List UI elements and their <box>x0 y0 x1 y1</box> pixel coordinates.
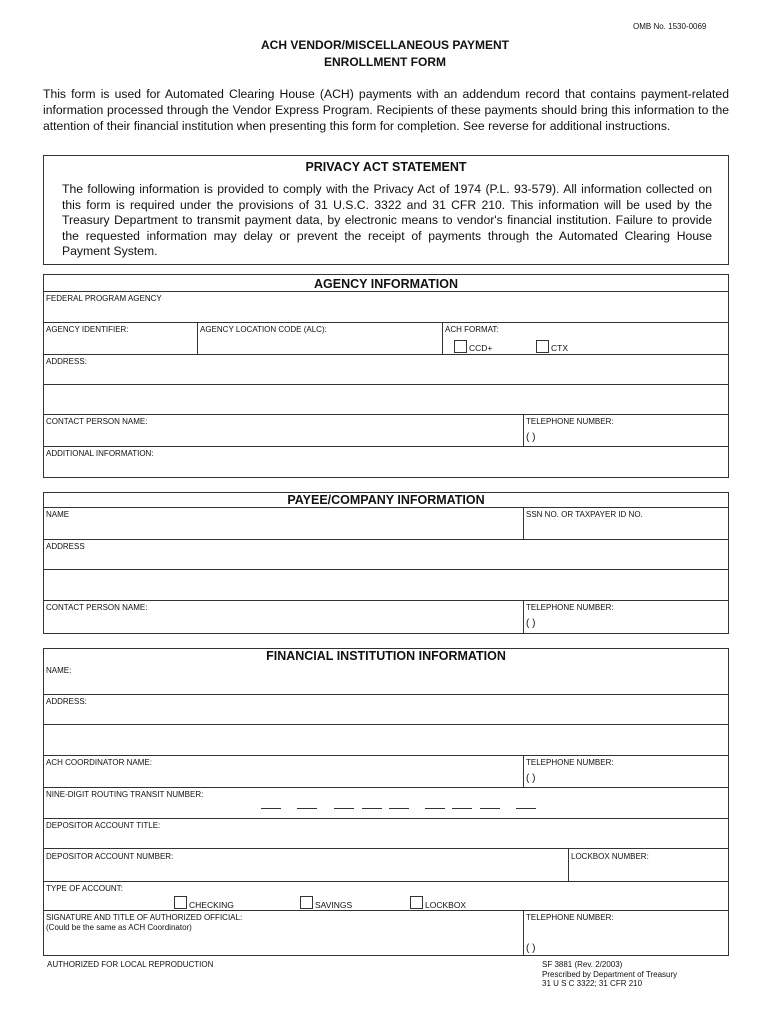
ccd-plus-label: CCD+ <box>469 343 493 353</box>
form-number: SF 3881 (Rev. 2/2003) <box>542 960 623 969</box>
savings-checkbox[interactable] <box>300 896 313 909</box>
intro-paragraph: This form is used for Automated Clearing House (ACH) payments with an addendum record that contains payment-related information processed through the Vendor Express Program. Recipients of these payments should bring this information to the attention of their financial institution when presenting this form for completion. See reverse for additional instructions. <box>43 87 729 133</box>
type-of-account-label: TYPE OF ACCOUNT: <box>46 884 123 893</box>
ctx-label: CTX <box>551 343 568 353</box>
routing-digit-slot[interactable] <box>516 808 536 809</box>
agency-address-label: ADDRESS: <box>46 357 87 366</box>
divider <box>523 414 524 446</box>
payee-telephone-area-code: ( ) <box>526 618 536 629</box>
financial-section-title: FINANCIAL INSTITUTION INFORMATION <box>266 649 506 663</box>
routing-digit-slot[interactable] <box>425 808 445 809</box>
divider <box>44 881 728 882</box>
divider <box>44 291 728 292</box>
form-title: ACH VENDOR/MISCELLANEOUS PAYMENT <box>260 38 510 52</box>
checking-checkbox[interactable] <box>174 896 187 909</box>
divider <box>44 724 728 725</box>
statute-reference: 31 U S C 3322; 31 CFR 210 <box>542 979 643 988</box>
divider <box>44 787 728 788</box>
payee-contact-person-label: CONTACT PERSON NAME: <box>46 603 148 612</box>
signature-telephone-label: TELEPHONE NUMBER: <box>526 913 614 922</box>
signature-telephone-area-code: ( ) <box>526 943 536 954</box>
payee-telephone-label: TELEPHONE NUMBER: <box>526 603 614 612</box>
depositor-account-number-label: DEPOSITOR ACCOUNT NUMBER: <box>46 852 174 861</box>
checking-label: CHECKING <box>189 900 234 910</box>
divider <box>197 322 198 354</box>
divider <box>523 910 524 955</box>
agency-telephone-area-code: ( ) <box>526 432 536 443</box>
routing-digit-slot[interactable] <box>362 808 382 809</box>
divider <box>44 600 728 601</box>
financial-name-label: NAME: <box>46 666 72 675</box>
payee-company-information-section <box>43 492 729 634</box>
payee-address-label: ADDRESS <box>46 542 85 551</box>
payee-name-label: NAME <box>46 510 70 519</box>
divider <box>44 818 728 819</box>
divider <box>523 755 524 787</box>
agency-telephone-label: TELEPHONE NUMBER: <box>526 417 614 426</box>
ach-format-label: ACH FORMAT: <box>445 325 499 334</box>
financial-address-label: ADDRESS: <box>46 697 87 706</box>
form-footer <box>542 960 677 989</box>
divider <box>523 600 524 633</box>
signature-note: (Could be the same as ACH Coordinator) <box>46 923 192 932</box>
prescribed-by: Prescribed by Department of Treasury <box>542 969 678 979</box>
reproduction-note: AUTHORIZED FOR LOCAL REPRODUCTION <box>47 960 214 969</box>
savings-label: SAVINGS <box>315 900 353 910</box>
routing-digit-slot[interactable] <box>480 808 500 809</box>
financial-telephone-label: TELEPHONE NUMBER: <box>526 758 614 767</box>
lockbox-label: LOCKBOX <box>425 900 467 910</box>
agency-location-code-label: AGENCY LOCATION CODE (ALC): <box>200 325 327 334</box>
additional-information-label: ADDITIONAL INFORMATION: <box>46 449 154 458</box>
federal-program-agency-label: FEDERAL PROGRAM AGENCY <box>46 294 162 303</box>
payee-section-title: PAYEE/COMPANY INFORMATION <box>287 493 485 507</box>
financial-institution-information-section <box>43 648 729 956</box>
form-subtitle: ENROLLMENT FORM <box>324 55 446 69</box>
divider <box>44 354 728 355</box>
routing-digit-slot[interactable] <box>334 808 354 809</box>
divider <box>442 322 443 354</box>
divider <box>568 848 569 881</box>
lockbox-number-label: LOCKBOX NUMBER: <box>571 852 649 861</box>
divider <box>44 755 728 756</box>
divider <box>44 569 728 570</box>
routing-digit-slot[interactable] <box>297 808 317 809</box>
divider <box>44 322 728 323</box>
divider <box>44 507 728 508</box>
divider <box>44 910 728 911</box>
depositor-account-title-label: DEPOSITOR ACCOUNT TITLE: <box>46 821 161 830</box>
divider <box>523 507 524 539</box>
agency-information-section <box>43 274 729 478</box>
privacy-act-title: PRIVACY ACT STATEMENT <box>305 160 467 174</box>
financial-telephone-area-code: ( ) <box>526 773 536 784</box>
routing-digit-slot[interactable] <box>389 808 409 809</box>
ccd-plus-checkbox[interactable] <box>454 340 467 353</box>
ssn-taxpayer-id-label: SSN NO. OR TAXPAYER ID NO. <box>526 510 643 519</box>
divider <box>44 848 728 849</box>
routing-digit-slot[interactable] <box>452 808 472 809</box>
divider <box>44 414 728 415</box>
divider <box>44 539 728 540</box>
routing-digit-slot[interactable] <box>261 808 281 809</box>
privacy-act-text: The following information is provided to comply with the Privacy Act of 1974 (P.L. 93-579). All information collected on this form is required under the provisions of 31 U.S.C. 3322 and 31 CFR 210. This information will be used by the Treasury Department to transmit payment data, by electronic means to vendor's financial institution. Failure to provide the requested information may delay or prevent the receipt of payments through the Automated Clearing House Payment System. <box>62 182 712 258</box>
agency-identifier-label: AGENCY IDENTIFIER: <box>46 325 129 334</box>
omb-number: OMB No. 1530-0069 <box>633 22 707 31</box>
ctx-checkbox[interactable] <box>536 340 549 353</box>
agency-contact-person-label: CONTACT PERSON NAME: <box>46 417 148 426</box>
privacy-act-section <box>43 155 729 265</box>
agency-section-title: AGENCY INFORMATION <box>314 277 458 291</box>
divider <box>44 384 728 385</box>
divider <box>44 694 728 695</box>
lockbox-checkbox[interactable] <box>410 896 423 909</box>
ach-coordinator-label: ACH COORDINATOR NAME: <box>46 758 152 767</box>
routing-number-label: NINE-DIGIT ROUTING TRANSIT NUMBER: <box>46 790 204 799</box>
signature-label: SIGNATURE AND TITLE OF AUTHORIZED OFFICIAL: <box>46 913 243 922</box>
divider <box>44 446 728 447</box>
